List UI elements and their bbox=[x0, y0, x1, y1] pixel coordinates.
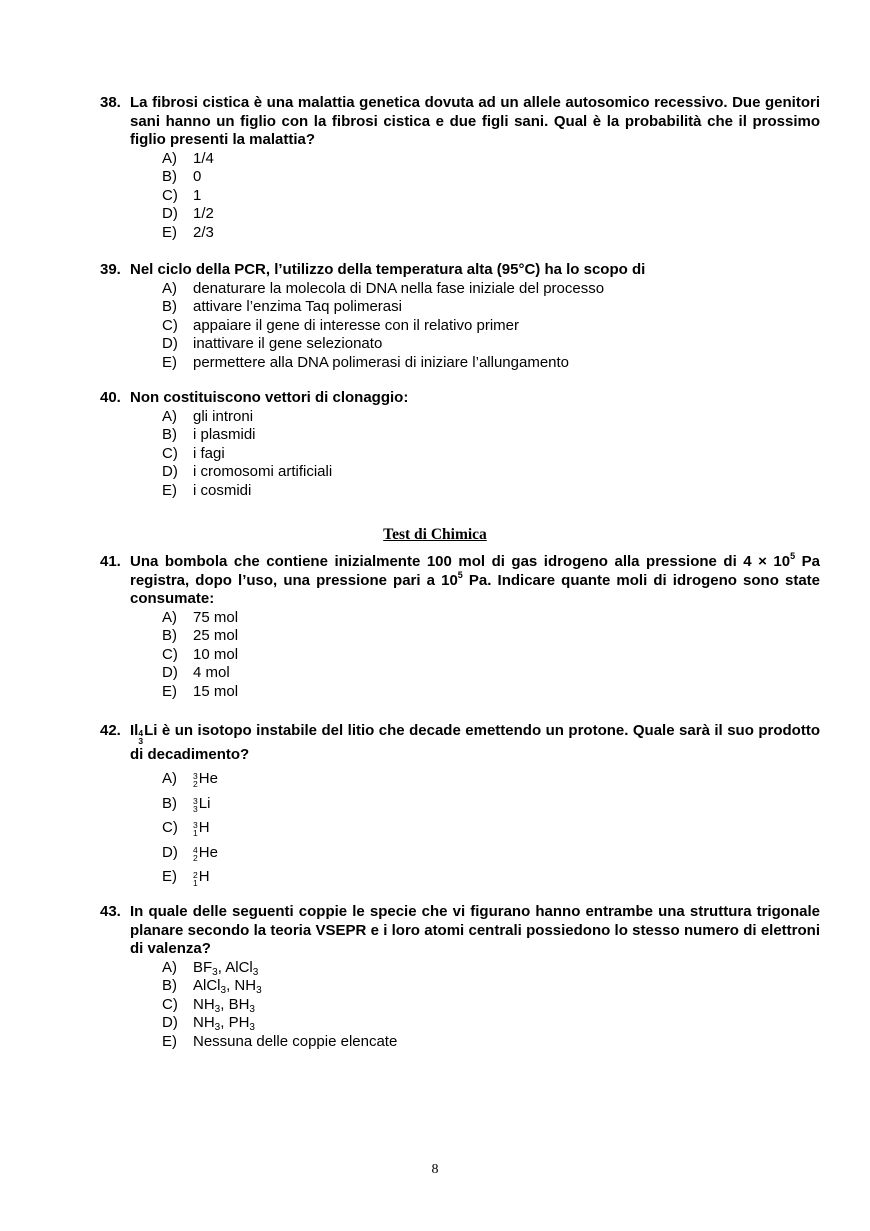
option-letter: C) bbox=[162, 995, 178, 1013]
text-part: Una bombola che contiene inizialmente 100 mol di gas idrogeno alla pressione di 4 × 10 bbox=[130, 553, 791, 570]
option-text: 25 mol bbox=[193, 627, 239, 644]
option-b bbox=[162, 792, 820, 817]
subscript: 3 bbox=[249, 1003, 255, 1015]
option-text: gli introni bbox=[193, 407, 254, 425]
option-letter: A) bbox=[162, 608, 177, 626]
question-stem bbox=[100, 94, 820, 150]
element-symbol: H bbox=[198, 868, 210, 886]
question-38 bbox=[100, 94, 820, 242]
option-letter: A) bbox=[162, 407, 177, 425]
atomic-number: 2 bbox=[193, 853, 198, 864]
nuclide bbox=[193, 792, 210, 817]
formula-part: , BH bbox=[220, 995, 250, 1013]
option-letter: E) bbox=[162, 223, 177, 241]
option-letter: D) bbox=[162, 205, 178, 222]
option-d bbox=[162, 841, 820, 866]
question-43 bbox=[100, 903, 820, 1051]
element-symbol: He bbox=[198, 843, 218, 861]
question-stem bbox=[100, 553, 820, 609]
text-part: Pa. Indicare quante moli di idrogeno sono state consumate: bbox=[130, 571, 820, 607]
option-text: 1/4 bbox=[193, 149, 214, 167]
option-letter: D) bbox=[162, 843, 178, 861]
atomic-number: 1 bbox=[193, 828, 198, 839]
option-c bbox=[162, 317, 820, 336]
option-letter: A) bbox=[162, 770, 177, 787]
option-letter: B) bbox=[162, 627, 177, 644]
option-letter: C) bbox=[162, 645, 178, 663]
option-letter: A) bbox=[162, 149, 177, 167]
option-c bbox=[162, 816, 820, 841]
question-number: 40. bbox=[100, 389, 121, 406]
option-a bbox=[162, 408, 820, 427]
question-text: Non costituiscono vettori di clonaggio: bbox=[130, 389, 409, 406]
option-text: 0 bbox=[193, 168, 202, 185]
question-text: La fibrosi cistica è una malattia genetica dovuta ad un allele autosomico recessivo. Due genitori sani hanno un figlio con la fibrosi cistica e due figli sani. Qual è la probabilità che il prossimo figlio presenti la malattia? bbox=[130, 94, 820, 148]
nuclide bbox=[193, 767, 218, 792]
option-letter: B) bbox=[162, 168, 177, 185]
option-text: i plasmidi bbox=[193, 426, 256, 443]
option-d bbox=[162, 463, 820, 482]
option-text: denaturare la molecola di DNA nella fase iniziale del processo bbox=[193, 279, 605, 297]
subscript: 3 bbox=[252, 966, 259, 978]
subscript: 3 bbox=[220, 985, 227, 996]
mass-number: 3 bbox=[193, 820, 198, 831]
option-a bbox=[162, 150, 820, 169]
option-e bbox=[162, 683, 820, 702]
exponent: 5 bbox=[790, 551, 796, 561]
option-d bbox=[162, 205, 820, 224]
option-b bbox=[162, 977, 820, 996]
option-d bbox=[162, 1014, 820, 1033]
mass-number: 4 bbox=[138, 728, 144, 738]
question-text bbox=[130, 553, 820, 607]
text-part: Pa registra, dopo l’uso, una pressione pari a 10 bbox=[130, 553, 820, 589]
option-letter: C) bbox=[162, 444, 178, 462]
option-a bbox=[162, 959, 820, 978]
option-e bbox=[162, 865, 820, 890]
answer-options bbox=[162, 408, 820, 501]
question-42 bbox=[100, 720, 820, 890]
option-text: 15 mol bbox=[193, 682, 239, 700]
option-letter: D) bbox=[162, 463, 178, 480]
option-text: 1/2 bbox=[193, 205, 214, 222]
formula-part: BF bbox=[193, 958, 213, 976]
option-letter: B) bbox=[162, 298, 177, 315]
option-d bbox=[162, 664, 820, 683]
subscript: 3 bbox=[212, 966, 218, 978]
nuclide bbox=[193, 841, 218, 866]
option-text: 4 mol bbox=[193, 664, 230, 681]
option-text bbox=[193, 977, 262, 996]
option-letter: C) bbox=[162, 819, 178, 837]
answer-options bbox=[162, 959, 820, 1052]
option-text: permettere alla DNA polimerasi di iniziare l’allungamento bbox=[193, 353, 570, 371]
subscript: 3 bbox=[256, 985, 262, 996]
option-text: 75 mol bbox=[193, 608, 239, 626]
option-letter: D) bbox=[162, 1014, 178, 1031]
element-symbol: Li bbox=[144, 722, 158, 739]
nuclide bbox=[193, 816, 210, 841]
mass-number: 3 bbox=[193, 771, 198, 782]
question-number: 38. bbox=[100, 94, 121, 111]
option-letter: B) bbox=[162, 426, 177, 443]
atomic-number: 3 bbox=[138, 736, 144, 746]
question-text: Nel ciclo della PCR, l’utilizzo della temperatura alta (95°C) ha lo scopo di bbox=[130, 261, 646, 278]
mass-number: 4 bbox=[193, 845, 198, 856]
question-40 bbox=[100, 389, 820, 500]
option-c bbox=[162, 187, 820, 206]
question-text: In quale delle seguenti coppie le specie che vi figurano hanno entrambe una struttura trigonale planare secondo la teoria VSEPR e i loro atomi centrali possiedono lo stesso numero di elettroni di valenza? bbox=[130, 903, 820, 957]
section-title: Test di Chimica bbox=[383, 526, 487, 543]
option-letter: D) bbox=[162, 335, 178, 352]
nuclide-indices bbox=[193, 772, 198, 788]
question-number: 43. bbox=[100, 903, 121, 920]
question-stem bbox=[100, 261, 820, 280]
nuclide-indices bbox=[193, 797, 198, 813]
answer-options bbox=[162, 767, 820, 890]
subscript: 3 bbox=[214, 1003, 221, 1015]
question-41 bbox=[100, 553, 820, 701]
nuclide bbox=[193, 865, 210, 890]
formula-part: , NH bbox=[226, 977, 257, 994]
option-letter: E) bbox=[162, 868, 177, 886]
option-letter: B) bbox=[162, 794, 177, 812]
atomic-number: 1 bbox=[193, 877, 198, 888]
option-b bbox=[162, 298, 820, 317]
page-number: 8 bbox=[431, 1162, 439, 1177]
option-text bbox=[193, 959, 258, 978]
formula-part: NH bbox=[193, 1014, 215, 1031]
option-letter: E) bbox=[162, 1032, 177, 1050]
question-stem bbox=[100, 720, 820, 765]
option-text: Nessuna delle coppie elencate bbox=[193, 1032, 398, 1050]
subscript: 3 bbox=[249, 1022, 255, 1033]
answer-options bbox=[162, 150, 820, 243]
option-text: i cromosomi artificiali bbox=[193, 463, 333, 480]
option-a bbox=[162, 609, 820, 628]
nuclide-indices bbox=[138, 729, 143, 745]
formula-part: , PH bbox=[220, 1014, 250, 1031]
question-39 bbox=[100, 261, 820, 372]
option-a bbox=[162, 767, 820, 792]
formula-part: AlCl bbox=[193, 977, 221, 994]
mass-number: 2 bbox=[193, 869, 198, 880]
option-text: i cosmidi bbox=[193, 481, 252, 499]
option-a bbox=[162, 280, 820, 299]
option-text: inattivare il gene selezionato bbox=[193, 335, 383, 352]
element-symbol: Li bbox=[198, 794, 211, 812]
answer-options bbox=[162, 609, 820, 702]
option-text: 1 bbox=[193, 186, 202, 204]
question-stem bbox=[100, 903, 820, 959]
formula-part: NH bbox=[193, 995, 215, 1013]
option-b bbox=[162, 627, 820, 646]
option-d bbox=[162, 335, 820, 354]
option-c bbox=[162, 996, 820, 1015]
subscript: 3 bbox=[214, 1022, 221, 1033]
question-number: 39. bbox=[100, 261, 121, 278]
option-b bbox=[162, 168, 820, 187]
option-text bbox=[193, 1014, 255, 1033]
exponent: 5 bbox=[457, 569, 463, 580]
option-e bbox=[162, 354, 820, 373]
answer-options bbox=[162, 280, 820, 373]
option-b bbox=[162, 426, 820, 445]
option-text: appaiare il gene di interesse con il relativo primer bbox=[193, 316, 520, 334]
atomic-number: 2 bbox=[193, 779, 198, 790]
option-e bbox=[162, 224, 820, 243]
question-stem bbox=[100, 389, 820, 408]
nuclide-indices bbox=[193, 821, 198, 837]
option-letter: E) bbox=[162, 682, 177, 700]
option-letter: A) bbox=[162, 958, 177, 976]
option-letter: B) bbox=[162, 977, 177, 994]
option-text: i fagi bbox=[193, 444, 225, 462]
text-part: Il bbox=[130, 722, 139, 739]
option-text: attivare l’enzima Taq polimerasi bbox=[193, 298, 402, 315]
question-number: 41. bbox=[100, 553, 121, 570]
option-text: 2/3 bbox=[193, 223, 214, 241]
option-e bbox=[162, 1033, 820, 1052]
option-letter: C) bbox=[162, 316, 178, 334]
formula-part: , AlCl bbox=[217, 958, 253, 976]
option-letter: D) bbox=[162, 664, 178, 681]
nuclide-indices bbox=[193, 846, 198, 862]
element-symbol: H bbox=[198, 819, 210, 837]
text-part: è un isotopo instabile del litio che decade emettendo un protone. Quale sarà il suo prodotto di decadimento? bbox=[130, 722, 820, 763]
question-text bbox=[130, 722, 820, 763]
nuclide-indices bbox=[193, 871, 198, 887]
option-letter: E) bbox=[162, 353, 177, 371]
mass-number: 3 bbox=[193, 795, 198, 806]
option-text bbox=[193, 996, 255, 1015]
atomic-number: 3 bbox=[193, 803, 198, 814]
element-symbol: He bbox=[198, 770, 218, 787]
option-e bbox=[162, 482, 820, 501]
option-text: 10 mol bbox=[193, 645, 239, 663]
option-letter: A) bbox=[162, 279, 177, 297]
option-c bbox=[162, 646, 820, 665]
question-number: 42. bbox=[100, 722, 121, 739]
option-c bbox=[162, 445, 820, 464]
option-letter: E) bbox=[162, 481, 177, 499]
option-letter: C) bbox=[162, 186, 178, 204]
